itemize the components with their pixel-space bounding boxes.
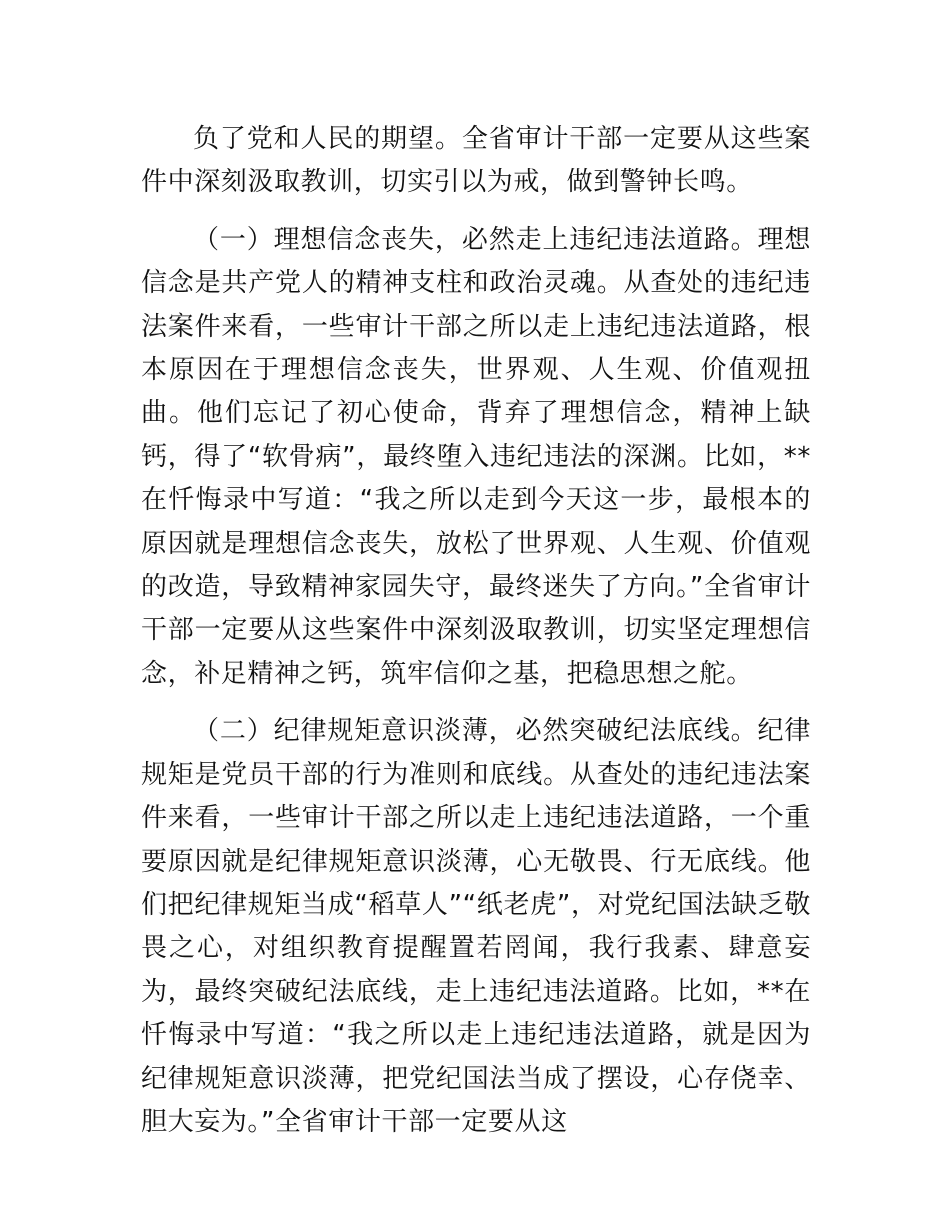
paragraph-continuation: 负了党和人民的期望。全省审计干部一定要从这些案件中深刻汲取教训，切实引以为戒，做到警钟长鸣。: [141, 124, 811, 198]
document-body: [141, 118, 811, 1158]
paragraph-discipline-awareness: （二）纪律规矩意识淡薄，必然突破纪法底线。纪律规矩是党员干部的行为准则和底线。从查处的违纪违法案件来看，一些审计干部之所以走上违纪违法道路，一个重要原因就是纪律规矩意识淡薄，心无敬畏、行无底线。他们把纪律规矩当成“稻草人”“纸老虎”，对党纪国法缺乏敬畏之心，对组织教育提醒置若罔闻，我行我素、肆意妄为，最终突破纪法底线，走上违纪违法道路。比如，**在忏悔录中写道：“我之所以走上违纪违法道路，就是因为纪律规矩意识淡薄，把党纪国法当成了摆设，心存侥幸、胆大妄为。”全省审计干部一定要从这: [141, 716, 811, 1137]
paragraph-ideals-and-beliefs: （一）理想信念丧失，必然走上违纪违法道路。理想信念是共产党人的精神支柱和政治灵魂。从查处的违纪违法案件来看，一些审计干部之所以走上违纪违法道路，根本原因在于理想信念丧失，世界观、人生观、价值观扭曲。他们忘记了初心使命，背弃了理想信念，精神上缺钙，得了“软骨病”，最终堕入违纪违法的深渊。比如，**在忏悔录中写道：“我之所以走到今天这一步，最根本的原因就是理想信念丧失，放松了世界观、人生观、价值观的改造，导致精神家园失守，最终迷失了方向。”全省审计干部一定要从这些案件中深刻汲取教训，切实坚定理想信念，补足精神之钙，筑牢信仰之基，把稳思想之舵。: [141, 224, 811, 689]
